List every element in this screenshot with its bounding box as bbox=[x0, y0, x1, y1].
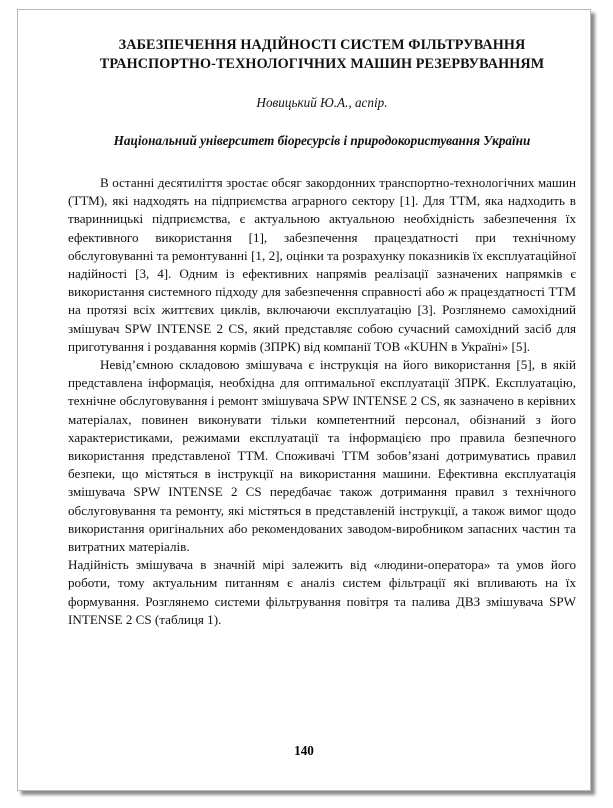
title-line-2: ТРАНСПОРТНО-ТЕХНОЛОГІЧНИХ МАШИН РЕЗЕРВУВАННЯМ bbox=[99, 56, 545, 72]
paragraph-2: Невід’ємною складовою змішувача є інструкція на його використання [5], в якій представлена інформація, необхідна для оптимальної експлуатації ЗПРК. Експлуатацію, технічне обслуговування і ремонт змішувача SPW INTENSE 2 CS, як зазначено в керівних матеріалах, повинен виконувати тільки компетентний персонал, обізнаний з його характеристиками, режимами експлуатації та інформацією про правила безпечного використання представленої ТТМ. Споживачі ТТМ зобов’язані дотримуватись правил безпеки, що містяться в інструкції на використання машини. Ефективна експлуатація змішувача SPW INTENSE 2 CS передбачає також дотримання правил з технічного обслуговування та ремонту, які містяться в представленій інструкції, а також вимог щодо використання оригінальних або рекомендованих заводом-виробником запасних частин та витратних матеріалів. bbox=[68, 357, 576, 555]
author: Новицький Ю.А., аспір. bbox=[256, 95, 388, 110]
paragraph-1: В останні десятиліття зростає обсяг закордонних транспортно-технологічних машин (ТТМ), які надходять на підприємства аграрного сектору [1]. Для ТТМ, яка надходить в тваринницькі підприємства, є актуальною актуальною необхідність забезпечення їх ефективного використання [1], забезпечення працездатності при технічному обслуговуванні та ремонтуванні [1, 2], оцінки та розрахунку показників їх експлуатаційної надійності [3, 4]. Одним із ефективних напрямів реалізації зазначених напрямків є використання системного підходу для забезпечення справності або ж працездатності ТТМ на протязі всіх життєвих циклів, включаючи експлуатацію [3]. Розглянемо самохідний змішувач SPW INTENSE 2 CS, який представляє собою сучасний самохідний засіб для приготування і роздавання кормів (ЗПРК) від компанії ТОВ «KUHN в Україні» [5]. bbox=[68, 175, 576, 354]
title-line-1: ЗАБЕЗПЕЧЕННЯ НАДІЙНОСТІ СИСТЕМ ФІЛЬТРУВАННЯ bbox=[118, 37, 526, 53]
page-number: 140 bbox=[294, 743, 314, 758]
paper-title bbox=[68, 36, 576, 74]
document-page bbox=[17, 9, 591, 791]
page-content bbox=[68, 36, 576, 629]
body-text bbox=[68, 174, 576, 629]
affiliation: Національний університет біоресурсів і природокористування України bbox=[113, 133, 531, 148]
paragraph-3: Надійність змішувача в значній мірі залежить від «людини-оператора» та умов його роботи, тому актуальним питанням є аналіз систем фільтрації які впливають на їх формування. Розглянемо системи фільтрування повітря та палива ДВЗ змішувача SPW INTENSE 2 CS (таблиця 1). bbox=[68, 557, 576, 627]
